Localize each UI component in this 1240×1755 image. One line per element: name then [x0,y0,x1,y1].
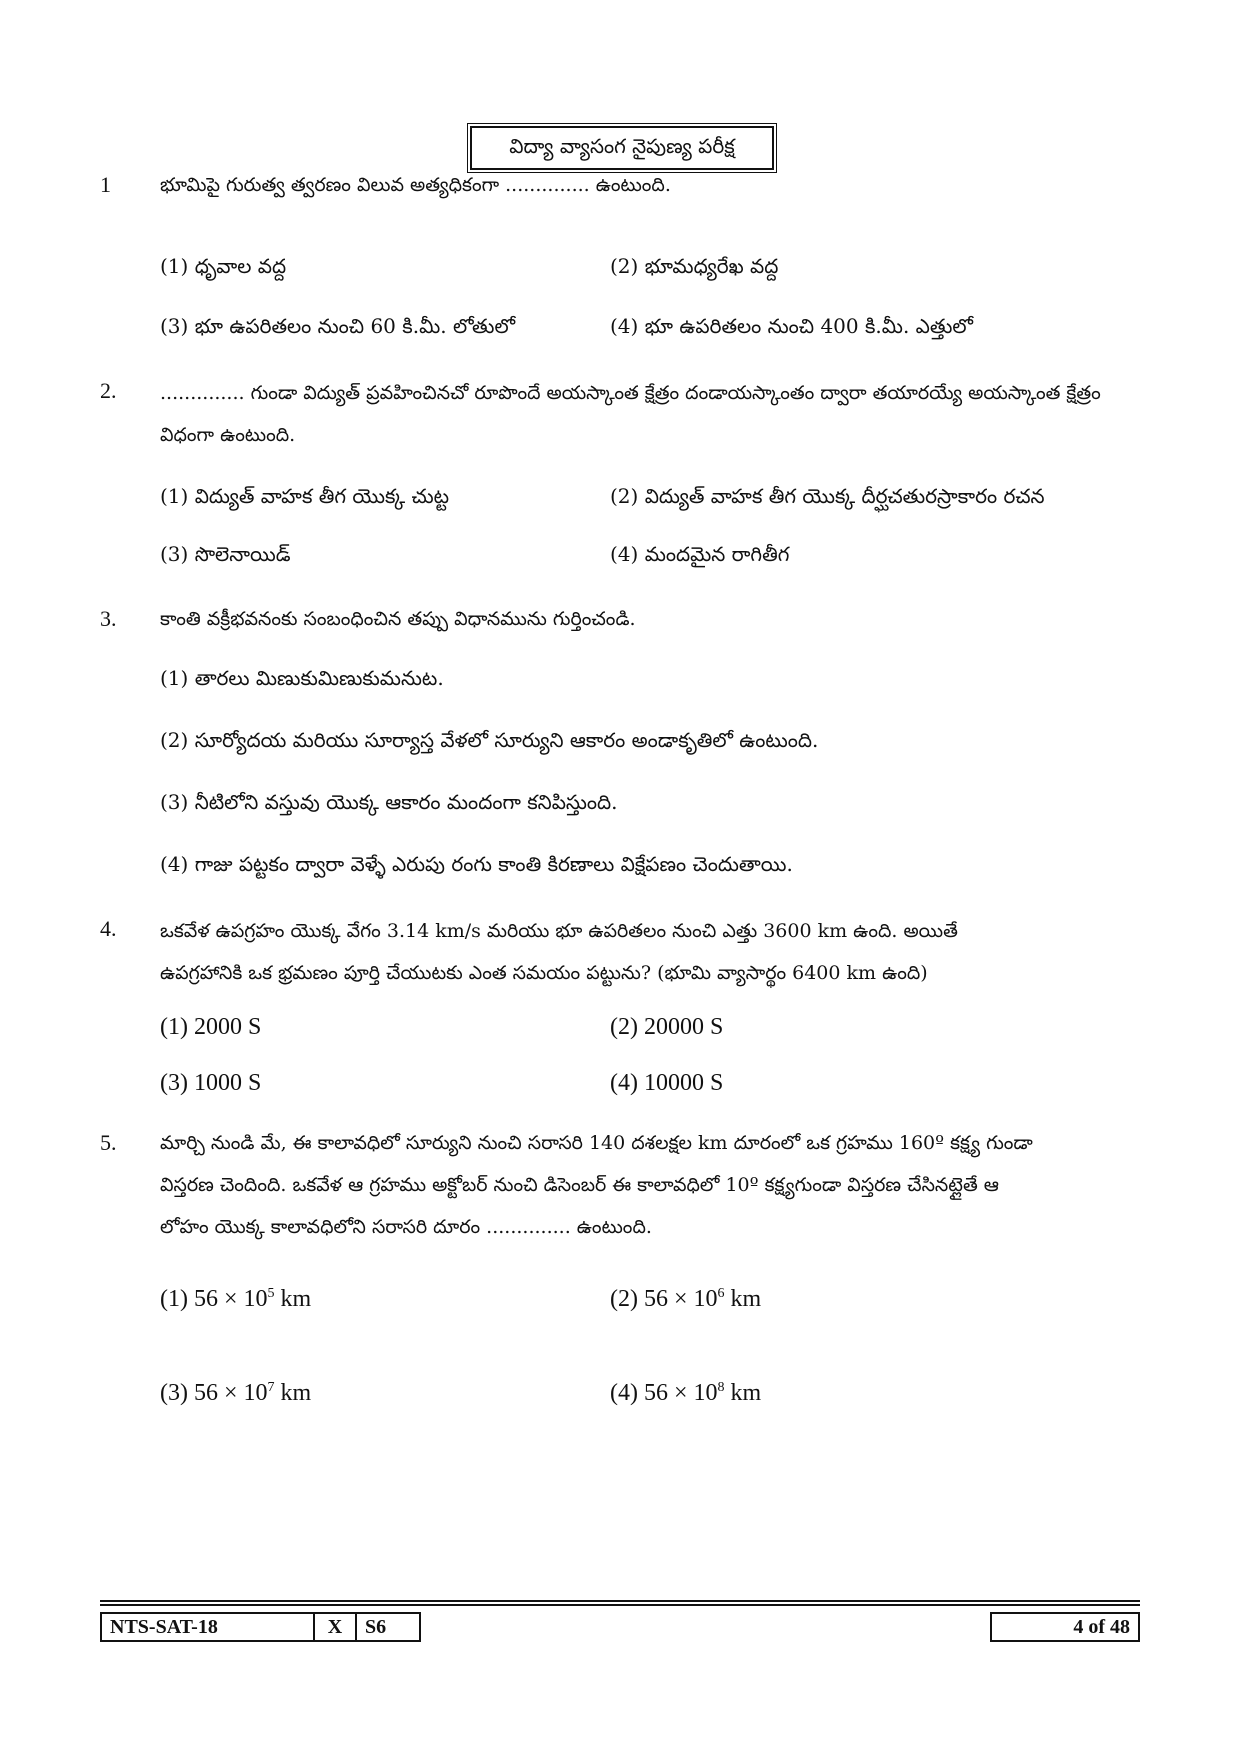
option-4: (4) 10000 S [610,1070,724,1096]
option-exponent: 5 [267,1286,275,1301]
footer-rule-top [100,1600,1140,1602]
footer-exam-code: NTS-SAT-18 [100,1612,315,1642]
option-1: (1) ధృవాల వద్ద [160,254,287,278]
page-title: విద్యా వ్యాసంగ నైపుణ్య పరీక్ష [470,126,774,170]
option-2: (2) భూమధ్యరేఖ వద్ద [610,254,779,278]
option-4: (4) గాజు పట్టకం ద్వారా వెళ్ళే ఎరుపు రంగు కాంతి కిరణాలు విక్షేపణం చెందుతాయి. [160,852,793,876]
footer-page-number: 4 of 48 [990,1612,1140,1642]
option-exponent: 8 [717,1380,725,1395]
option-1 [160,1286,311,1313]
question-text-line-2: ఉపగ్రహానికి ఒక భ్రమణం పూర్తి చేయుటకు ఎంత సమయం పట్టును? (భూమి వ్యాసార్థం 6400 km ఉంది) [160,962,928,984]
question-text: కాంతి వక్రీభవనంకు సంబంధించిన తప్పు విధానమును గుర్తించండి. [160,608,636,630]
option-3: (3) సొలెనాయిడ్ [160,542,291,566]
option-2: (2) 20000 S [610,1014,724,1040]
option-exponent: 7 [267,1380,275,1395]
option-4 [610,1380,761,1407]
option-base: 56 × 10 [643,1286,718,1312]
question-text-line-3: లోహం యొక్క కాలావధిలోని సరాసరి దూరం .............. ఉంటుంది. [160,1216,652,1238]
question-text: భూమిపై గురుత్వ త్వరణం విలువ అత్యధికంగా .............. ఉంటుంది. [160,174,671,196]
option-3 [160,1380,311,1407]
option-2 [610,1286,761,1313]
option-unit: km [730,1286,762,1312]
option-exponent: 6 [717,1286,725,1301]
option-3: (3) నీటిలోని వస్తువు యొక్క ఆకారం మందంగా కనిపిస్తుంది. [160,790,618,814]
question-number: 3. [100,606,117,631]
footer-rule-top-2 [100,1604,1140,1606]
option-2: (2) సూర్యోదయ మరియు సూర్యాస్త వేళలో సూర్యుని ఆకారం అండాకృతిలో ఉంటుంది. [160,728,819,752]
option-base: 56 × 10 [193,1380,268,1406]
option-base: 56 × 10 [643,1380,718,1406]
question-number: 1 [100,172,111,197]
option-3: (3) భూ ఉపరితలం నుంచి 60 కి.మీ. లోతులో [160,314,516,338]
option-label: (3) [160,1380,188,1406]
question-text-line-1: మార్చి నుండి మే, ఈ కాలావధిలో సూర్యుని నుంచి సరాసరి 140 దశలక్షల km దూరంలో ఒక గ్రహము 160º కక్ష్య గుండా [160,1132,1033,1154]
option-4: (4) మందమైన రాగితీగ [610,542,790,566]
question-text-line-2: విస్తరణ చెందింది. ఒకవేళ ఆ గ్రహము అక్టోబర్ నుంచి డిసెంబర్ ఈ కాలావధిలో 10º కక్ష్యగుండా విస్తరణ చేసినట్లైతే ఆ [160,1174,999,1196]
question-number: 4. [100,916,117,941]
question-number: 2. [100,378,117,403]
option-2: (2) విద్యుత్ వాహక తీగ యొక్క దీర్ఘచతురస్రాకారం రచన [610,484,1045,508]
option-unit: km [280,1380,312,1406]
option-1: (1) విద్యుత్ వాహక తీగ యొక్క చుట్ట [160,484,450,508]
question-text: .............. గుండా విద్యుత్ ప్రవహించినచో రూపొందే అయస్కాంత క్షేత్రం దండాయస్కాంతం ద్వారా తయారయ్యే అయస్కాంత క్షేత్రం విధంగా ఉంటుంది. [160,382,1101,446]
option-label: (2) [610,1286,638,1312]
option-1: (1) తారలు మిణుకుమిణుకుమనుట. [160,666,444,690]
option-label: (4) [610,1380,638,1406]
footer-class: X [313,1612,357,1642]
option-label: (1) [160,1286,188,1312]
option-unit: km [730,1380,762,1406]
question-number: 5. [100,1130,117,1155]
option-unit: km [280,1286,312,1312]
option-1: (1) 2000 S [160,1014,262,1040]
question-text-line-1: ఒకవేళ ఉపగ్రహం యొక్క వేగం 3.14 km/s మరియు భూ ఉపరితలం నుంచి ఎత్తు 3600 km ఉంది. అయితే [160,920,958,942]
option-3: (3) 1000 S [160,1070,262,1096]
option-4: (4) భూ ఉపరితలం నుంచి 400 కి.మీ. ఎత్తులో [610,314,973,338]
option-base: 56 × 10 [193,1286,268,1312]
footer-set: S6 [355,1612,421,1642]
